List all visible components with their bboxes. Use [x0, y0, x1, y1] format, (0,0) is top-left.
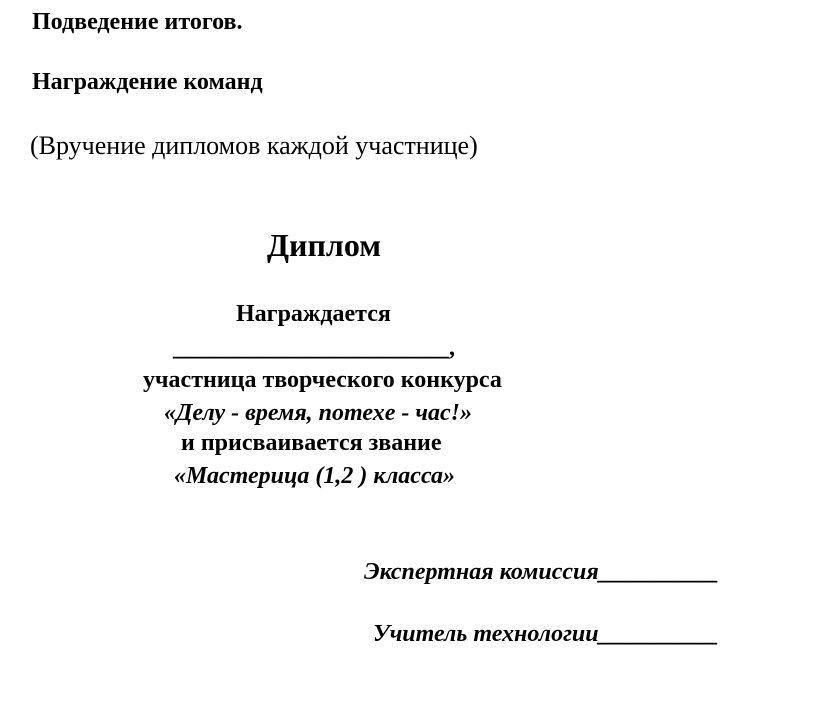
signature-expert-commission: Экспертная комиссия__________	[364, 559, 719, 585]
note-diploma-presentation: (Вручение дипломов каждой участнице)	[30, 131, 478, 160]
diploma-name-blank: _______________________,	[173, 335, 455, 361]
signature-technology-teacher: Учитель технологии__________	[373, 621, 719, 647]
diploma-participant-text: участница творческого конкурса	[143, 367, 502, 393]
heading-summary: Подведение итогов.	[32, 9, 243, 35]
diploma-contest-name: «Делу - время, потехе - час!»	[164, 400, 472, 426]
diploma-rank-name: «Мастерица (1,2 ) класса»	[174, 463, 455, 489]
diploma-title-granted-text: и присваивается звание	[181, 430, 442, 456]
heading-team-awarding: Награждение команд	[32, 69, 263, 95]
diploma-title: Диплом	[267, 227, 382, 263]
diploma-awarded-text: Награждается	[236, 301, 391, 327]
